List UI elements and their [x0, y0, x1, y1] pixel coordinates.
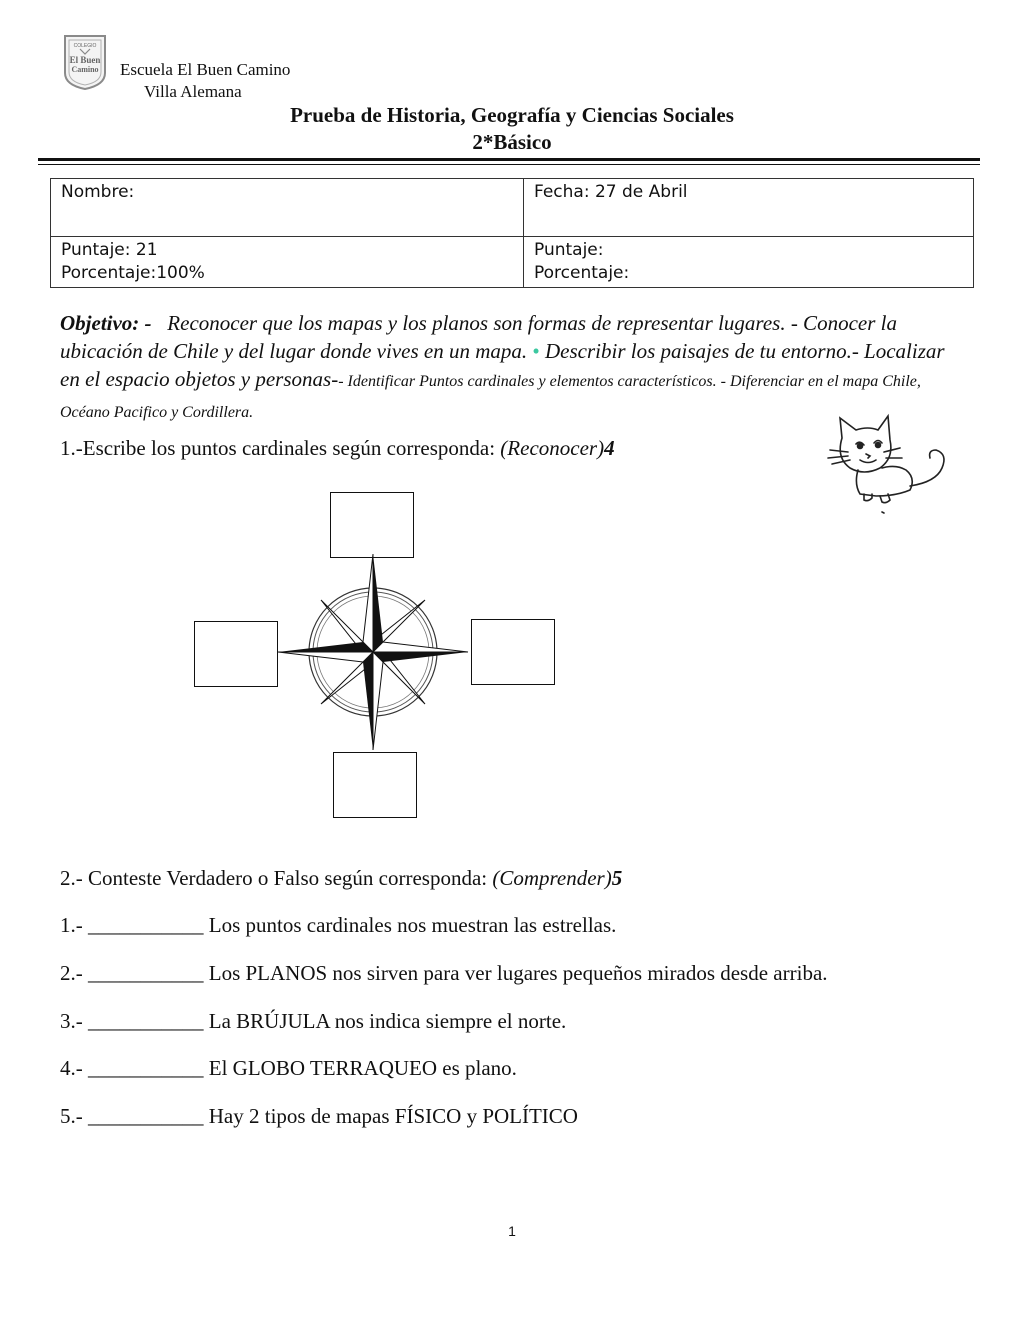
name-label: Nombre: — [61, 182, 135, 202]
statement-row — [60, 1056, 517, 1081]
header-divider-thick — [38, 158, 980, 161]
statement-number: 3.- — [60, 1009, 83, 1033]
question-1 — [60, 436, 615, 461]
date-label: Fecha: 27 de Abril — [534, 182, 688, 202]
statement-number: 1.- — [60, 913, 83, 937]
statement-row — [60, 913, 616, 938]
date-cell — [524, 179, 974, 237]
obtained-score-cell[interactable] — [524, 237, 974, 288]
north-answer-box[interactable] — [330, 492, 414, 558]
statement-text: Los puntos cardinales nos muestran las estrellas. — [208, 913, 617, 937]
question-2-skill: (Comprender) — [492, 866, 612, 890]
west-answer-box[interactable] — [194, 621, 278, 687]
total-score: Puntaje: 21 — [61, 240, 158, 260]
answer-blank[interactable]: ___________ — [88, 1009, 204, 1033]
bullet-icon: • — [532, 339, 540, 363]
statement-number: 2.- — [60, 961, 83, 985]
statement-text: Los PLANOS nos sirven para ver lugares pequeños mirados desde arriba. — [208, 961, 828, 985]
school-city: Villa Alemana — [144, 82, 242, 101]
statement-text: La BRÚJULA nos indica siempre el norte. — [208, 1009, 567, 1033]
obtained-percentage-label: Porcentaje: — [534, 263, 630, 283]
exam-title: Prueba de Historia, Geografía y Ciencias Sociales — [290, 103, 734, 127]
objective-label: Objetivo: - — [60, 311, 152, 335]
answer-blank[interactable]: ___________ — [88, 1056, 204, 1080]
statement-row — [60, 961, 828, 986]
total-score-cell — [51, 237, 524, 288]
question-1-points: 4 — [604, 436, 615, 460]
statement-number: 5.- — [60, 1104, 83, 1128]
obtained-score-label: Puntaje: — [534, 240, 604, 260]
south-answer-box[interactable] — [333, 752, 417, 818]
objective-paragraph — [60, 309, 960, 427]
total-percentage: Porcentaje:100% — [61, 263, 205, 283]
answer-blank[interactable]: ___________ — [88, 1104, 204, 1128]
east-answer-box[interactable] — [471, 619, 555, 685]
question-2 — [60, 866, 622, 891]
compass-rose-icon — [276, 552, 470, 752]
answer-blank[interactable]: ___________ — [88, 961, 204, 985]
student-info-table — [50, 178, 974, 288]
school-name: Escuela El Buen Camino — [120, 60, 291, 79]
answer-blank[interactable]: ___________ — [88, 913, 204, 937]
logo-text-middle: El Buen — [69, 55, 101, 65]
statement-text: El GLOBO TERRAQUEO es plano. — [208, 1056, 517, 1080]
cat-drawing-icon — [820, 412, 960, 516]
question-2-points: 5 — [611, 866, 623, 890]
statement-number: 4.- — [60, 1056, 83, 1080]
exam-grade: 2*Básico — [472, 130, 552, 154]
question-2-text: 2.- Conteste Verdadero o Falso según corresponda: — [60, 866, 493, 890]
question-1-skill: (Reconocer) — [500, 436, 605, 460]
page-number: 1 — [508, 1223, 516, 1239]
name-cell[interactable] — [51, 179, 524, 237]
objective-part2: Describir los paisajes de tu entorno.- Localizar en el espacio objetos y personas- — [60, 339, 945, 391]
school-logo — [62, 33, 108, 91]
statement-row — [60, 1104, 578, 1129]
statement-row — [60, 1009, 566, 1034]
objective-part1: Reconocer que los mapas y los planos son formas de representar lugares. - Conocer la ubicación de Chile y del lugar donde vives en un mapa. — [60, 311, 897, 363]
question-1-text: 1.-Escribe los puntos cardinales según corresponda: — [60, 436, 501, 460]
objective-part3: - Identificar Puntos cardinales y elementos característicos. - Diferenciar en el mapa Chile, Océano Pacifico y Cordillera. — [60, 373, 921, 421]
header-divider-thin — [38, 164, 980, 165]
logo-text-top: COLEGIO — [73, 43, 97, 49]
logo-text-bottom: Camino — [71, 65, 99, 74]
statement-text: Hay 2 tipos de mapas FÍSICO y POLÍTICO — [208, 1104, 578, 1128]
